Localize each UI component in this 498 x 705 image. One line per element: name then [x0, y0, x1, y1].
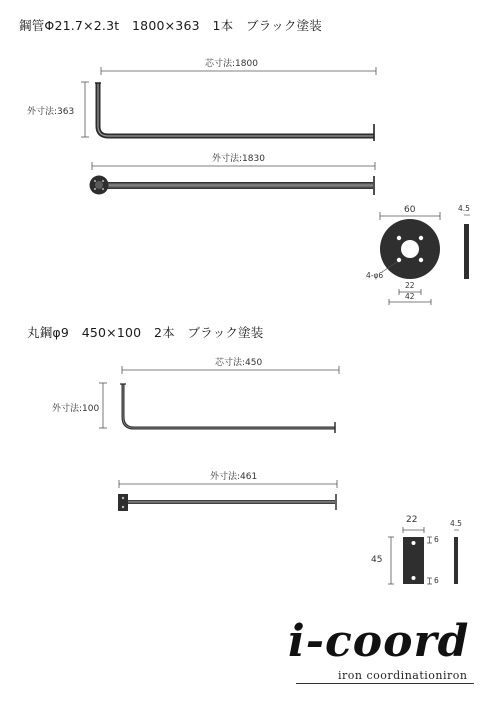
flange-thickness-label: 4.5 [458, 204, 470, 213]
brand-logo: i-coord [288, 616, 470, 667]
inner-dim-label-2: 芯寸法:450 [215, 358, 263, 368]
flange-disc [380, 219, 440, 279]
outer-height-dim-1 [81, 82, 89, 137]
inner-dim-label-1: 芯寸法:1800 [205, 59, 258, 69]
outer-height-label-1: 外寸法:363 [27, 107, 75, 117]
flange-hole-pitch-label: 42 [405, 292, 415, 301]
plate-height-label: 45 [371, 555, 383, 565]
plate-edge-marks [427, 537, 432, 584]
plate-thickness-label: 4.5 [450, 519, 462, 528]
outer-height-label-2: 外寸法:100 [52, 404, 100, 414]
l-pipe-side-view [95, 83, 374, 141]
section2-title: 丸鋼φ9 450×100 2本 ブラック塗装 [27, 325, 264, 340]
outer-length-label-2: 外寸法:461 [210, 472, 258, 482]
flange-hole-gap-label: 22 [405, 281, 415, 290]
plate-edge-top-label: 6 [434, 535, 439, 544]
plate-front [403, 537, 424, 584]
plate-height-dim [388, 537, 394, 584]
brand-tagline: iron coordinationiron [338, 669, 468, 682]
section1-title: 鋼管Φ21.7×2.3t 1800×363 1本 ブラック塗装 [19, 18, 322, 33]
plate-edge-bottom-label: 6 [434, 576, 439, 585]
flange-holes-label: 4-φ6 [366, 271, 384, 280]
plate-width-dim [403, 527, 424, 533]
outer-length-label-1: 外寸法:1830 [212, 154, 265, 164]
plate-thickness-side [454, 530, 459, 584]
plate-width-label: 22 [406, 515, 418, 525]
rod-with-plate-top-view [118, 494, 336, 511]
l-rod-side-view [120, 384, 335, 433]
outer-height-dim-2 [99, 383, 107, 428]
flange-thickness-side [464, 215, 470, 279]
brand-divider [296, 683, 474, 684]
flange-width-label: 60 [404, 205, 416, 215]
pipe-with-flange-top-view [90, 176, 375, 196]
